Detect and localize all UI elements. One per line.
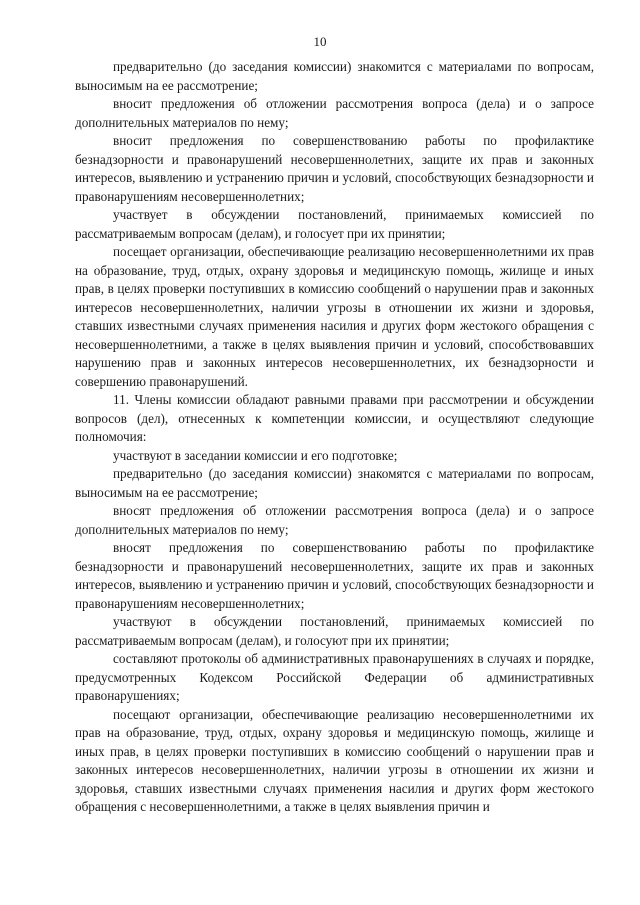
paragraph: участвуют в обсуждении постановлений, принимаемых комиссией по рассматриваемым вопросам (делам), и голосуют при их принятии; [75,614,594,648]
paragraph: посещает организации, обеспечивающие реализацию несовершеннолетними их прав на образование, труд, отдых, охрану здоровья и медицинскую помощь, жилище и иных прав, в целях проверки поступивших в комиссию сообщений о нарушении прав и законных интересов несовершеннолетних, наличии угрозы в отношении их жизни и здоровья, ставших известными случаях применения насилия и других форм жестокого обращения с несовершеннолетними, а также в целях выявления причин и условий, способствовавших нарушению прав и законных интересов несовершеннолетних, их безнадзорности и совершению правонарушений. [75,244,594,389]
paragraph: вносят предложения по совершенствованию работы по профилактике безнадзорности и правонарушений несовершеннолетних, защите их прав и законных интересов, выявлению и устранению причин и условий, способствующих безнадзорности и правонарушениям несовершеннолетних; [75,540,594,611]
paragraph: вносят предложения об отложении рассмотрения вопроса (дела) и о запросе дополнительных материалов по нему; [75,503,594,537]
paragraph: участвуют в заседании комиссии и его подготовке; [113,447,398,463]
document-body [75,58,594,817]
paragraph: вносит предложения об отложении рассмотрения вопроса (дела) и о запросе дополнительных материалов по нему; [75,96,594,130]
paragraph: посещают организации, обеспечивающие реализацию несовершеннолетними их прав на образование, труд, отдых, охрану здоровья и медицинскую помощь, жилище и иных прав, в целях проверки поступивших в комиссию сообщений о нарушении прав и законных интересов несовершеннолетних, наличии угрозы в отношении их жизни и здоровья, ставших известными случаях применения насилия и других форм жестокого обращения с несовершеннолетними, а также в целях выявления причин и [75,706,594,814]
paragraph: предварительно (до заседания комиссии) знакомятся с материалами по вопросам, выносимым на ее рассмотрение; [75,466,594,500]
paragraph: 11. Члены комиссии обладают равными правами при рассмотрении и обсуждении вопросов (дел), отнесенных к компетенции комиссии, и осуществляют следующие полномочия: [75,392,594,444]
page-number: 10 [313,34,327,49]
paragraph: вносит предложения по совершенствованию работы по профилактике безнадзорности и правонарушений несовершеннолетних, защите их прав и законных интересов, выявлению и устранению причин и условий, способствующих безнадзорности и правонарушениям несовершеннолетних; [75,133,594,204]
paragraph: предварительно (до заседания комиссии) знакомится с материалами по вопросам, выносимым на ее рассмотрение; [75,59,594,93]
paragraph: составляют протоколы об административных правонарушениях в случаях и порядке, предусмотренных Кодексом Российской Федерации об административных правонарушениях; [75,651,594,703]
paragraph: участвует в обсуждении постановлений, принимаемых комиссией по рассматриваемым вопросам (делам), и голосует при их принятии; [75,207,594,241]
